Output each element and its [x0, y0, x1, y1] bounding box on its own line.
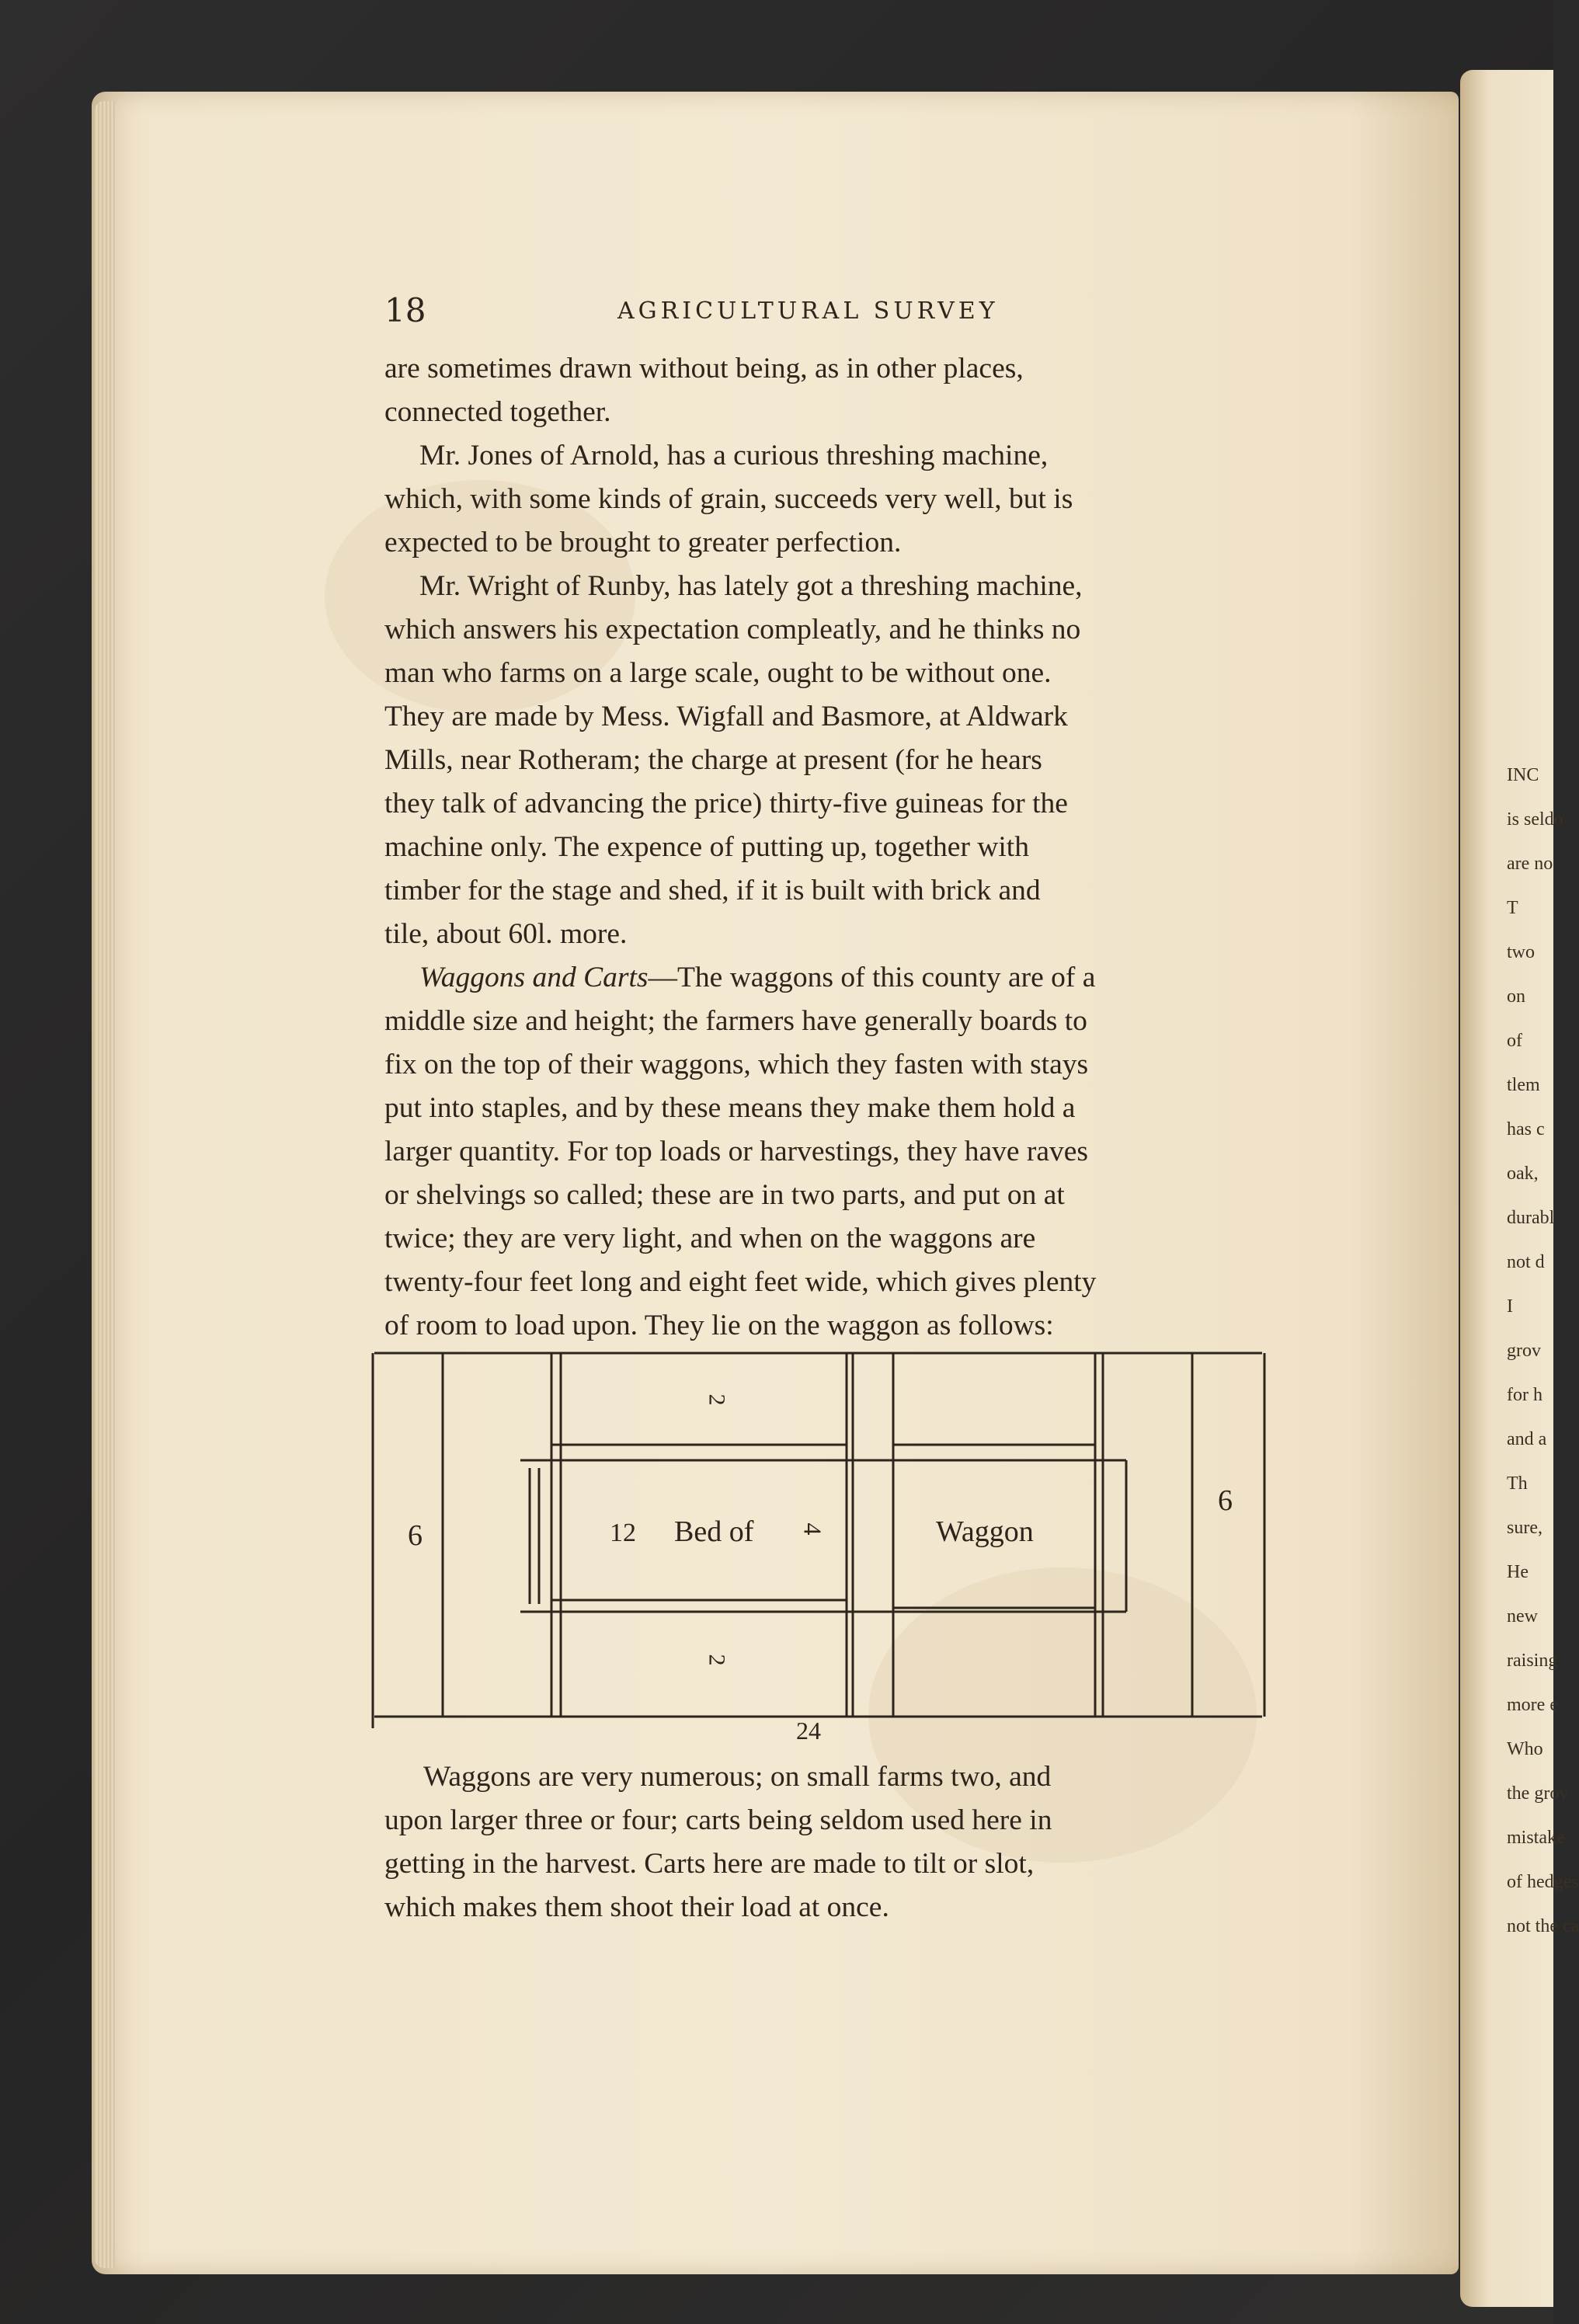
- facing-page-fragment: of hedges: [1507, 1872, 1579, 1892]
- text-line: Mr. Wright of Runby, has lately got a threshing machine,: [419, 570, 1083, 602]
- facing-page-fragment: is seldo: [1507, 809, 1563, 830]
- bed-label: Bed of: [674, 1515, 754, 1548]
- facing-page-fragment: and a: [1507, 1429, 1547, 1449]
- facing-page-fragment: Th: [1507, 1473, 1528, 1494]
- dimension-right: 6: [1218, 1484, 1233, 1517]
- rave-mark-top: 2: [704, 1393, 730, 1406]
- text-line: man who farms on a large scale, ought to be without one.: [384, 657, 1052, 689]
- facing-page-fragment: has c: [1507, 1119, 1545, 1139]
- text-line: are sometimes drawn without being, as in other places,: [384, 353, 1024, 384]
- rave-mark-bottom: 2: [704, 1654, 730, 1666]
- bed-mark: 4: [798, 1522, 827, 1536]
- facing-page-fragment: the grov: [1507, 1783, 1569, 1804]
- section-heading: Waggons and Carts: [419, 962, 649, 993]
- dimension-bottom: 24: [796, 1717, 821, 1745]
- text-line: They are made by Mess. Wigfall and Basmore, at Aldwark: [384, 701, 1068, 732]
- facing-page-fragment: not d: [1507, 1252, 1545, 1272]
- text-line: [419, 956, 1305, 1000]
- page-edge: [95, 101, 115, 2268]
- text-line: timber for the stage and shed, if it is built with brick and: [384, 875, 1041, 906]
- page-header: [384, 291, 1262, 338]
- text-line: Waggons are very numerous; on small farms two, and: [423, 1761, 1052, 1793]
- facing-page-fragment: He: [1507, 1562, 1529, 1582]
- diagram-lines: [365, 1344, 1266, 1748]
- text-line: of room to load upon. They lie on the waggon as follows:: [384, 1310, 1054, 1341]
- bed-number: 12: [610, 1519, 636, 1547]
- facing-page-fragment: of: [1507, 1031, 1522, 1051]
- facing-page-fragment: oak,: [1507, 1164, 1539, 1184]
- running-head: AGRICULTURAL SURVEY: [617, 297, 999, 325]
- text-line: larger quantity. For top loads or harvestings, they have raves: [384, 1136, 1089, 1167]
- facing-page-fragment: durabl: [1507, 1208, 1555, 1228]
- facing-page-fragment: grov: [1507, 1341, 1541, 1361]
- text-line: twenty-four feet long and eight feet wide, which gives plenty: [384, 1266, 1097, 1298]
- facing-page-fragment: two: [1507, 942, 1535, 962]
- waggon-label: Waggon: [936, 1515, 1034, 1548]
- text-line: connected together.: [384, 396, 611, 428]
- dimension-left: 6: [408, 1519, 423, 1552]
- text-fragment: —The waggons of this county are of a: [648, 962, 1096, 993]
- facing-page-fragment: INC: [1507, 765, 1539, 785]
- facing-page-fragment: tlem: [1507, 1075, 1540, 1095]
- page-number: 18: [384, 291, 426, 329]
- facing-page-fragment: raising: [1507, 1651, 1558, 1671]
- facing-page-fragment: are no: [1507, 854, 1553, 874]
- text-line: getting in the harvest. Carts here are made to tilt or slot,: [384, 1848, 1035, 1880]
- text-line: upon larger three or four; carts being seldom used here in: [384, 1804, 1052, 1836]
- text-line: put into staples, and by these means they make them hold a: [384, 1092, 1076, 1124]
- text-line: fix on the top of their waggons, which they fasten with stays: [384, 1049, 1089, 1080]
- facing-page-fragment: I: [1507, 1296, 1513, 1317]
- text-line: they talk of advancing the price) thirty-five guineas for the: [384, 788, 1068, 819]
- text-line: twice; they are very light, and when on the waggons are: [384, 1223, 1036, 1254]
- text-line: tile, about 60l. more.: [384, 918, 628, 950]
- text-line: expected to be brought to greater perfection.: [384, 527, 902, 558]
- text-line: machine only. The expence of putting up, together with: [384, 831, 1029, 863]
- facing-page-fragment: mistake: [1507, 1828, 1565, 1848]
- facing-page-fragment: T: [1507, 898, 1518, 918]
- facing-page-fragment: more e: [1507, 1695, 1558, 1715]
- facing-page-fragment: Who: [1507, 1739, 1543, 1759]
- text-line: which makes them shoot their load at once.: [384, 1891, 889, 1923]
- text-line: Mills, near Rotheram; the charge at present (for he hears: [384, 744, 1042, 776]
- facing-page-fragment: not the ca: [1507, 1916, 1579, 1936]
- text-line: middle size and height; the farmers have generally boards to: [384, 1005, 1087, 1037]
- facing-page-fragment: for h: [1507, 1385, 1542, 1405]
- text-line: Mr. Jones of Arnold, has a curious threshing machine,: [419, 440, 1049, 471]
- facing-page: [1460, 70, 1579, 2307]
- facing-page-fragment: sure,: [1507, 1518, 1542, 1538]
- text-line: which answers his expectation compleatly, and he thinks no: [384, 614, 1081, 645]
- facing-page-fragment: new: [1507, 1606, 1538, 1626]
- waggon-raves-diagram: [365, 1344, 1266, 1748]
- facing-page-fragment: on: [1507, 986, 1525, 1007]
- text-line: or shelvings so called; these are in two parts, and put on at: [384, 1179, 1065, 1211]
- text-line: which, with some kinds of grain, succeeds very well, but is: [384, 483, 1073, 515]
